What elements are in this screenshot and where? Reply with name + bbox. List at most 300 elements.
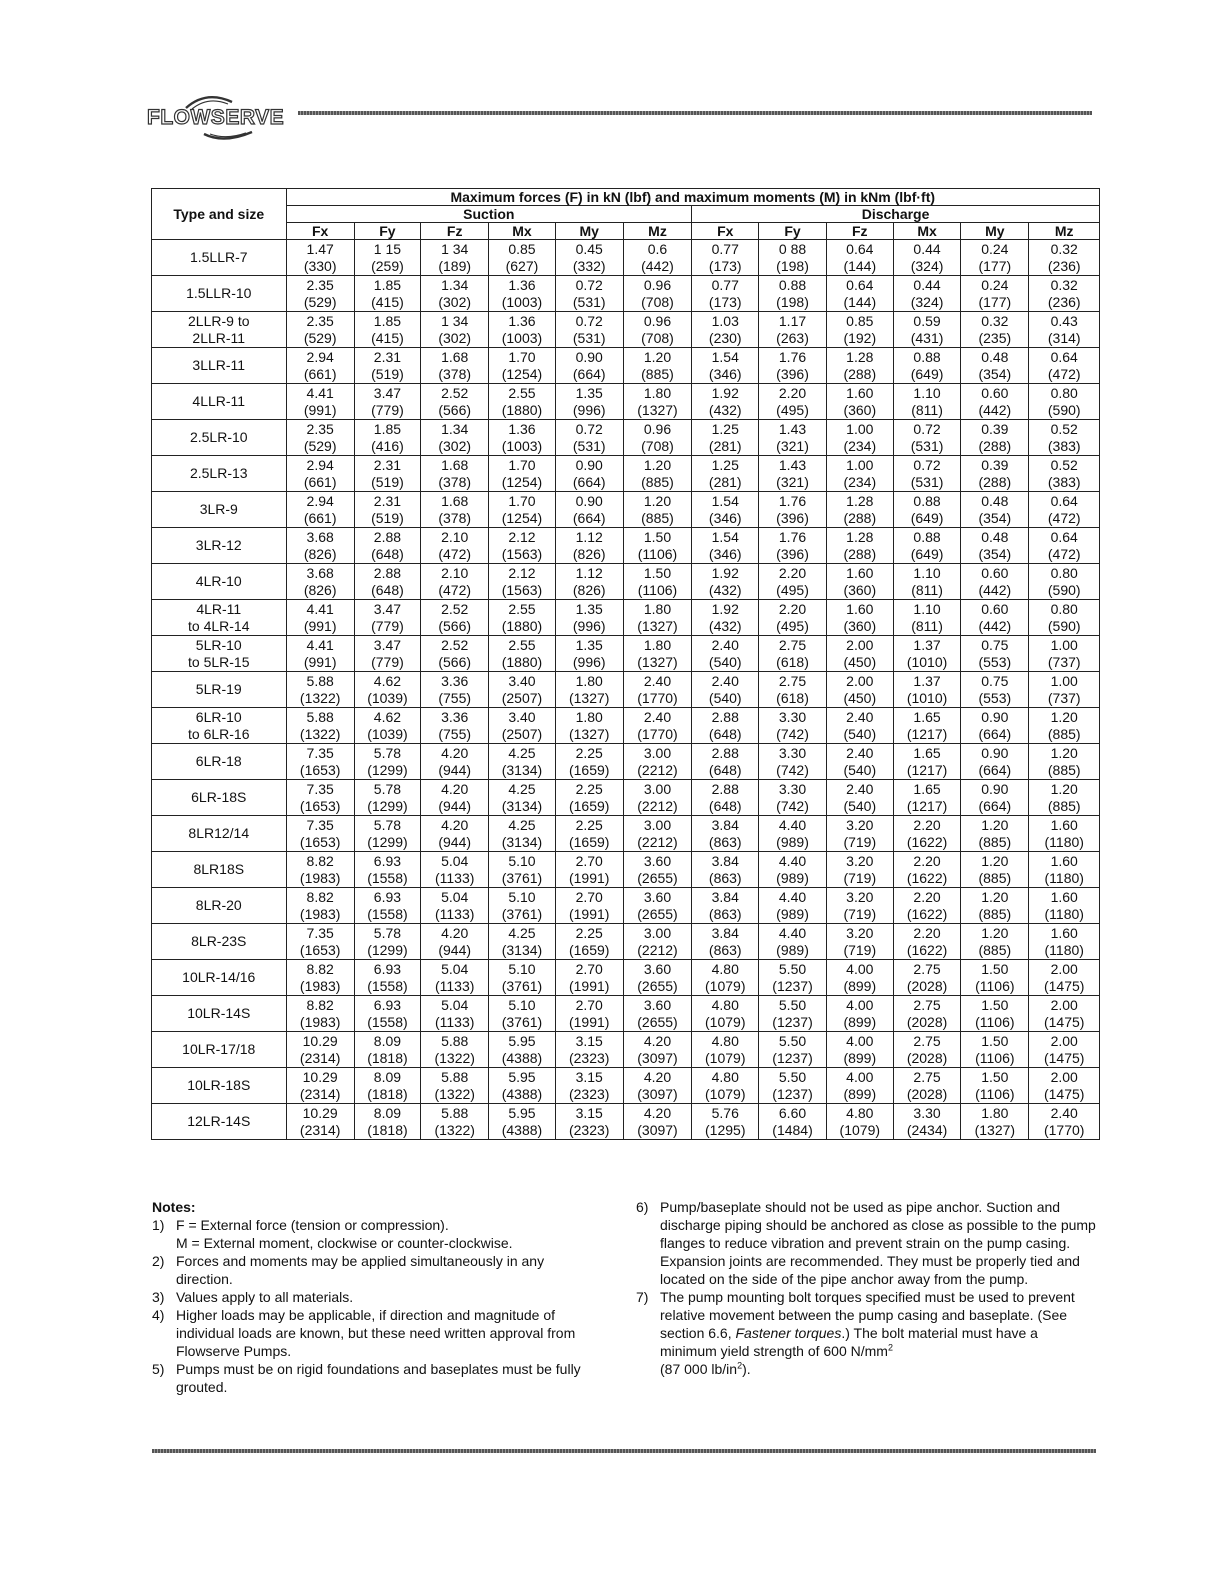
table-row <box>152 636 1100 672</box>
si-value: 1.12 <box>575 564 603 581</box>
si-value: 2.00 <box>1050 996 1078 1013</box>
header-rule <box>298 111 1092 115</box>
value-cell <box>893 600 960 636</box>
type-size-cell <box>152 636 287 672</box>
imperial-value: (664) <box>572 473 606 490</box>
si-value: 1.35 <box>575 600 603 617</box>
value-cell <box>286 528 354 564</box>
value-cell <box>1029 960 1100 996</box>
si-value: 0.43 <box>1050 312 1078 329</box>
imperial-value: (989) <box>776 905 809 922</box>
si-value: 0.75 <box>981 636 1009 653</box>
column-header-mz: Mz <box>623 223 691 240</box>
note-7-italic: Fastener torques <box>735 1325 842 1341</box>
imperial-value: (566) <box>438 617 472 634</box>
note-6-text: Pump/baseplate should not be used as pipe anchor. Suction and discharge piping should be anchored as close as possible to the pump flanges to reduce vibration and prevent strain on the pump casing. Expansion joints are recommended. They must be properly tied and located on the side of the pipe anchor away from the pump. <box>660 1199 1096 1287</box>
si-value: 2.75 <box>913 996 941 1013</box>
si-value: 0.64 <box>1050 528 1078 545</box>
value-cell <box>692 672 759 708</box>
si-value: 2.20 <box>778 564 807 581</box>
value-cell <box>555 636 623 672</box>
si-value: 1.70 <box>508 456 536 473</box>
imperial-value: (383) <box>1047 437 1081 454</box>
imperial-value: (198) <box>776 293 809 310</box>
imperial-value: (1622) <box>906 869 948 886</box>
si-value: 1.28 <box>846 348 874 365</box>
si-value: 2.25 <box>575 744 603 761</box>
si-value: 0.24 <box>981 240 1009 257</box>
si-value: 0.75 <box>981 672 1009 689</box>
si-value: 1.60 <box>846 600 874 617</box>
value-cell <box>489 816 555 852</box>
type-size-text: 3LR-9 <box>199 501 238 517</box>
note-1-line-a: F = External force (tension or compression). <box>176 1217 449 1233</box>
value-cell <box>826 312 893 348</box>
imperial-value: (2314) <box>299 1049 341 1066</box>
table-row <box>152 384 1100 420</box>
note-7-sup-2: 2 <box>737 1360 743 1371</box>
si-value: 5.95 <box>508 1104 536 1121</box>
value-cell <box>421 996 489 1032</box>
si-value: 0.48 <box>981 528 1009 545</box>
imperial-value: (742) <box>776 725 809 742</box>
value-cell <box>354 780 420 816</box>
value-cell <box>555 852 623 888</box>
imperial-value: (708) <box>641 293 674 310</box>
imperial-value: (1039) <box>367 689 408 706</box>
imperial-value: (529) <box>303 293 337 310</box>
value-cell <box>421 456 489 492</box>
si-value: 2.40 <box>643 708 672 725</box>
imperial-value: (553) <box>978 689 1012 706</box>
imperial-value: (2655) <box>637 1013 678 1030</box>
imperial-value: (708) <box>641 329 674 346</box>
value-cell <box>421 528 489 564</box>
value-cell <box>759 1032 826 1068</box>
si-value: 1.00 <box>846 420 874 437</box>
si-value: 1.10 <box>913 564 941 581</box>
value-cell <box>692 636 759 672</box>
imperial-value: (811) <box>911 617 943 634</box>
si-value: 4.80 <box>711 1068 739 1085</box>
si-value: 5.95 <box>508 1032 536 1049</box>
type-size-cell <box>152 744 287 780</box>
imperial-value: (1106) <box>637 545 678 562</box>
imperial-value: (2028) <box>906 1085 948 1102</box>
value-cell <box>1029 492 1100 528</box>
value-cell <box>421 780 489 816</box>
value-cell <box>623 276 691 312</box>
si-value: 6.93 <box>373 960 402 977</box>
value-cell <box>489 888 555 924</box>
column-header-row <box>152 223 1100 240</box>
value-cell <box>623 816 691 852</box>
si-value: 2.40 <box>643 672 672 689</box>
type-size-text: 5LR-10 <box>195 636 242 653</box>
imperial-value: (1133) <box>434 905 475 922</box>
si-value: 1.35 <box>575 636 603 653</box>
imperial-value: (648) <box>708 725 742 742</box>
si-value: 2.55 <box>508 384 536 401</box>
si-value: 1.20 <box>981 852 1009 869</box>
si-value: 3.84 <box>711 888 739 905</box>
value-cell <box>893 744 960 780</box>
si-value: 5.78 <box>373 816 402 833</box>
type-size-header: Type and size <box>152 189 287 240</box>
value-cell <box>1029 1032 1100 1068</box>
imperial-value: (234) <box>843 473 877 490</box>
si-value: 8.09 <box>373 1032 402 1049</box>
si-value: 5.95 <box>508 1068 536 1085</box>
imperial-value: (1237) <box>772 1049 813 1066</box>
value-cell <box>826 744 893 780</box>
type-size-text: 10LR-14/16 <box>182 969 256 985</box>
value-cell <box>555 600 623 636</box>
imperial-value: (1322) <box>434 1049 475 1066</box>
imperial-value: (177) <box>978 293 1012 310</box>
si-value: 3.00 <box>643 816 672 833</box>
value-cell <box>692 564 759 600</box>
si-value: 2.55 <box>508 636 536 653</box>
type-size-text: to 4LR-14 <box>188 617 250 634</box>
imperial-value: (173) <box>708 257 742 274</box>
value-cell <box>1029 816 1100 852</box>
type-size-text: to 5LR-15 <box>188 653 250 670</box>
si-value: 0.6 <box>647 240 668 257</box>
si-value: 3.15 <box>575 1104 603 1121</box>
type-size-text: 2LLR-11 <box>192 329 246 346</box>
imperial-value: (1003) <box>501 437 543 454</box>
si-value: 1.43 <box>778 420 807 437</box>
note-number: 5) <box>152 1361 165 1377</box>
column-header-fz: Fz <box>826 223 893 240</box>
value-cell <box>623 348 691 384</box>
value-cell <box>893 456 960 492</box>
si-value: 8.82 <box>306 852 334 869</box>
note-7-part-d: ). <box>742 1361 751 1377</box>
imperial-value: (189) <box>438 257 472 274</box>
si-value: 4.41 <box>306 636 334 653</box>
imperial-value: (737) <box>1047 653 1081 670</box>
si-value: 10.29 <box>302 1032 338 1049</box>
value-cell <box>421 636 489 672</box>
imperial-value: (755) <box>438 725 472 742</box>
imperial-value: (288) <box>843 509 877 526</box>
value-cell <box>623 456 691 492</box>
imperial-value: (1991) <box>568 905 610 922</box>
imperial-value: (1254) <box>501 473 543 490</box>
value-cell <box>759 528 826 564</box>
si-value: 3.30 <box>778 708 807 725</box>
value-cell <box>759 420 826 456</box>
imperial-value: (719) <box>843 833 877 850</box>
si-value: 1.35 <box>575 384 603 401</box>
imperial-value: (281) <box>708 437 742 454</box>
si-value: 6.93 <box>373 852 402 869</box>
value-cell <box>961 924 1029 960</box>
value-cell <box>286 780 354 816</box>
si-value: 8.82 <box>306 996 334 1013</box>
imperial-value: (1558) <box>367 869 408 886</box>
value-cell <box>555 1104 623 1140</box>
value-cell <box>286 852 354 888</box>
value-cell <box>354 240 420 276</box>
value-cell <box>489 852 555 888</box>
value-cell <box>759 1068 826 1104</box>
imperial-value: (3097) <box>637 1121 678 1138</box>
value-cell <box>893 636 960 672</box>
imperial-value: (3097) <box>637 1049 678 1066</box>
nozzle-load-table <box>151 188 1100 1140</box>
value-cell <box>826 888 893 924</box>
si-value: 1.20 <box>643 492 672 509</box>
value-cell <box>421 492 489 528</box>
notes-left-column <box>152 1198 598 1396</box>
column-header-fz: Fz <box>421 223 489 240</box>
value-cell <box>354 708 420 744</box>
value-cell <box>692 816 759 852</box>
type-size-text: 3LLR-11 <box>192 357 246 373</box>
imperial-value: (472) <box>438 545 472 562</box>
imperial-value: (996) <box>572 653 606 670</box>
value-cell <box>826 1068 893 1104</box>
imperial-value: (442) <box>641 257 674 274</box>
imperial-value: (885) <box>978 941 1012 958</box>
value-cell <box>354 852 420 888</box>
si-value: 0.64 <box>1050 492 1078 509</box>
si-value: 1.25 <box>711 420 739 437</box>
imperial-value: (1475) <box>1043 977 1085 994</box>
imperial-value: (661) <box>303 509 337 526</box>
value-cell <box>759 924 826 960</box>
si-value: 1 34 <box>441 240 469 257</box>
imperial-value: (826) <box>303 581 337 598</box>
si-value: 3.20 <box>846 852 874 869</box>
imperial-value: (3761) <box>501 1013 543 1030</box>
value-cell <box>623 420 691 456</box>
column-header-fy: Fy <box>759 223 826 240</box>
imperial-value: (442) <box>978 617 1012 634</box>
imperial-value: (354) <box>978 509 1012 526</box>
value-cell <box>555 276 623 312</box>
forces-moments-header: Maximum forces (F) in kN (lbf) and maximum moments (M) in kNm (lbf·ft) <box>286 189 1099 206</box>
imperial-value: (648) <box>371 545 404 562</box>
si-value: 0.64 <box>1050 348 1078 365</box>
value-cell <box>623 564 691 600</box>
si-value: 1.20 <box>981 816 1009 833</box>
si-value: 1.80 <box>575 708 603 725</box>
imperial-value: (1563) <box>501 581 543 598</box>
imperial-value: (648) <box>708 797 742 814</box>
value-cell <box>961 780 1029 816</box>
value-cell <box>759 996 826 1032</box>
imperial-value: (144) <box>843 257 877 274</box>
si-value: 2.55 <box>508 600 536 617</box>
si-value: 5.10 <box>508 852 536 869</box>
si-value: 2.94 <box>306 492 334 509</box>
imperial-value: (2314) <box>299 1121 341 1138</box>
si-value: 0.48 <box>981 348 1009 365</box>
si-value: 5.04 <box>441 888 469 905</box>
si-value: 5.76 <box>711 1104 739 1121</box>
imperial-value: (863) <box>708 869 742 886</box>
value-cell <box>489 780 555 816</box>
note-4 <box>152 1306 598 1360</box>
imperial-value: (1133) <box>434 977 475 994</box>
si-value: 5.10 <box>508 888 536 905</box>
value-cell <box>555 1068 623 1104</box>
table-row <box>152 1104 1100 1140</box>
imperial-value: (1106) <box>975 1013 1015 1030</box>
imperial-value: (2028) <box>906 977 948 994</box>
value-cell <box>286 960 354 996</box>
value-cell <box>961 996 1029 1032</box>
imperial-value: (3761) <box>501 977 543 994</box>
si-value: 2.88 <box>711 780 739 797</box>
value-cell <box>759 852 826 888</box>
si-value: 2.88 <box>711 708 739 725</box>
value-cell <box>1029 384 1100 420</box>
imperial-value: (1659) <box>568 941 610 958</box>
value-cell <box>555 672 623 708</box>
si-value: 4.80 <box>711 1032 739 1049</box>
imperial-value: (1254) <box>501 509 543 526</box>
value-cell <box>692 888 759 924</box>
si-value: 1.54 <box>711 348 739 365</box>
value-cell <box>759 312 826 348</box>
imperial-value: (2028) <box>906 1013 948 1030</box>
value-cell <box>826 996 893 1032</box>
value-cell <box>354 564 420 600</box>
value-cell <box>759 636 826 672</box>
type-size-text: 1.5LLR-10 <box>186 285 252 301</box>
si-value: 0.60 <box>981 600 1009 617</box>
si-value: 0.96 <box>643 420 672 437</box>
imperial-value: (173) <box>708 293 742 310</box>
si-value: 2.25 <box>575 780 603 797</box>
value-cell <box>1029 600 1100 636</box>
imperial-value: (2323) <box>568 1121 610 1138</box>
value-cell <box>826 672 893 708</box>
imperial-value: (321) <box>776 473 809 490</box>
value-cell <box>893 312 960 348</box>
value-cell <box>692 744 759 780</box>
imperial-value: (1039) <box>367 725 408 742</box>
value-cell <box>489 240 555 276</box>
type-size-cell <box>152 456 287 492</box>
value-cell <box>893 780 960 816</box>
value-cell <box>623 1032 691 1068</box>
si-value: 4.41 <box>306 600 334 617</box>
imperial-value: (989) <box>776 869 809 886</box>
si-value: 1.28 <box>846 492 874 509</box>
imperial-value: (648) <box>371 581 404 598</box>
suction-header: Suction <box>286 206 692 223</box>
value-cell <box>826 276 893 312</box>
si-value: 5.04 <box>441 852 469 869</box>
si-value: 5.88 <box>441 1068 469 1085</box>
imperial-value: (863) <box>708 941 742 958</box>
imperial-value: (236) <box>1047 293 1081 310</box>
column-header-fy: Fy <box>354 223 420 240</box>
si-value: 4.80 <box>711 960 739 977</box>
imperial-value: (2655) <box>637 869 678 886</box>
value-cell <box>826 1104 893 1140</box>
imperial-value: (989) <box>776 941 809 958</box>
value-cell <box>1029 924 1100 960</box>
imperial-value: (3134) <box>501 941 543 958</box>
value-cell <box>286 312 354 348</box>
si-value: 0.72 <box>913 420 941 437</box>
type-size-cell <box>152 564 287 600</box>
si-value: 2.40 <box>846 744 874 761</box>
type-size-cell <box>152 348 287 384</box>
value-cell <box>692 420 759 456</box>
si-value: 4.80 <box>846 1104 874 1121</box>
value-cell <box>286 276 354 312</box>
imperial-value: (519) <box>371 365 404 382</box>
si-value: 1.85 <box>373 420 402 437</box>
imperial-value: (737) <box>1047 689 1081 706</box>
value-cell <box>489 960 555 996</box>
value-cell <box>893 960 960 996</box>
imperial-value: (899) <box>843 1085 877 1102</box>
type-size-text: to 6LR-16 <box>188 725 250 742</box>
imperial-value: (360) <box>843 617 877 634</box>
si-value: 4.00 <box>846 1068 874 1085</box>
type-size-cell <box>152 1068 287 1104</box>
value-cell <box>623 636 691 672</box>
imperial-value: (540) <box>708 689 742 706</box>
note-4-text: Higher loads may be applicable, if direction and magnitude of individual loads are known, but these need written approval from Flowserve Pumps. <box>176 1307 576 1359</box>
si-value: 4.20 <box>441 744 469 761</box>
value-cell <box>961 708 1029 744</box>
imperial-value: (415) <box>371 329 404 346</box>
note-3 <box>152 1288 598 1306</box>
imperial-value: (899) <box>843 1049 877 1066</box>
imperial-value: (618) <box>776 689 809 706</box>
imperial-value: (396) <box>776 509 809 526</box>
imperial-value: (1322) <box>299 725 341 742</box>
value-cell <box>893 1104 960 1140</box>
note-7-part-a: The pump mounting bolt torques specified must be used to prevent relative movement between the pump casing and baseplate. (See section 6.6, <box>660 1289 1075 1341</box>
imperial-value: (235) <box>978 329 1012 346</box>
value-cell <box>421 1104 489 1140</box>
value-cell <box>826 420 893 456</box>
value-cell <box>826 924 893 960</box>
imperial-value: (1475) <box>1043 1085 1085 1102</box>
value-cell <box>489 456 555 492</box>
imperial-value: (442) <box>978 581 1012 598</box>
imperial-value: (1659) <box>568 797 610 814</box>
value-cell <box>555 888 623 924</box>
si-value: 7.35 <box>306 744 334 761</box>
si-value: 1.10 <box>913 384 941 401</box>
value-cell <box>286 1104 354 1140</box>
imperial-value: (1079) <box>705 1013 746 1030</box>
si-value: 4.25 <box>508 780 536 797</box>
value-cell <box>489 276 555 312</box>
imperial-value: (472) <box>1047 365 1081 382</box>
type-size-cell <box>152 1104 287 1140</box>
imperial-value: (192) <box>843 329 877 346</box>
si-value: 3.84 <box>711 924 739 941</box>
si-value: 4.20 <box>643 1032 672 1049</box>
value-cell <box>421 276 489 312</box>
imperial-value: (4388) <box>501 1085 543 1102</box>
si-value: 2.00 <box>846 672 874 689</box>
type-size-cell <box>152 240 287 276</box>
